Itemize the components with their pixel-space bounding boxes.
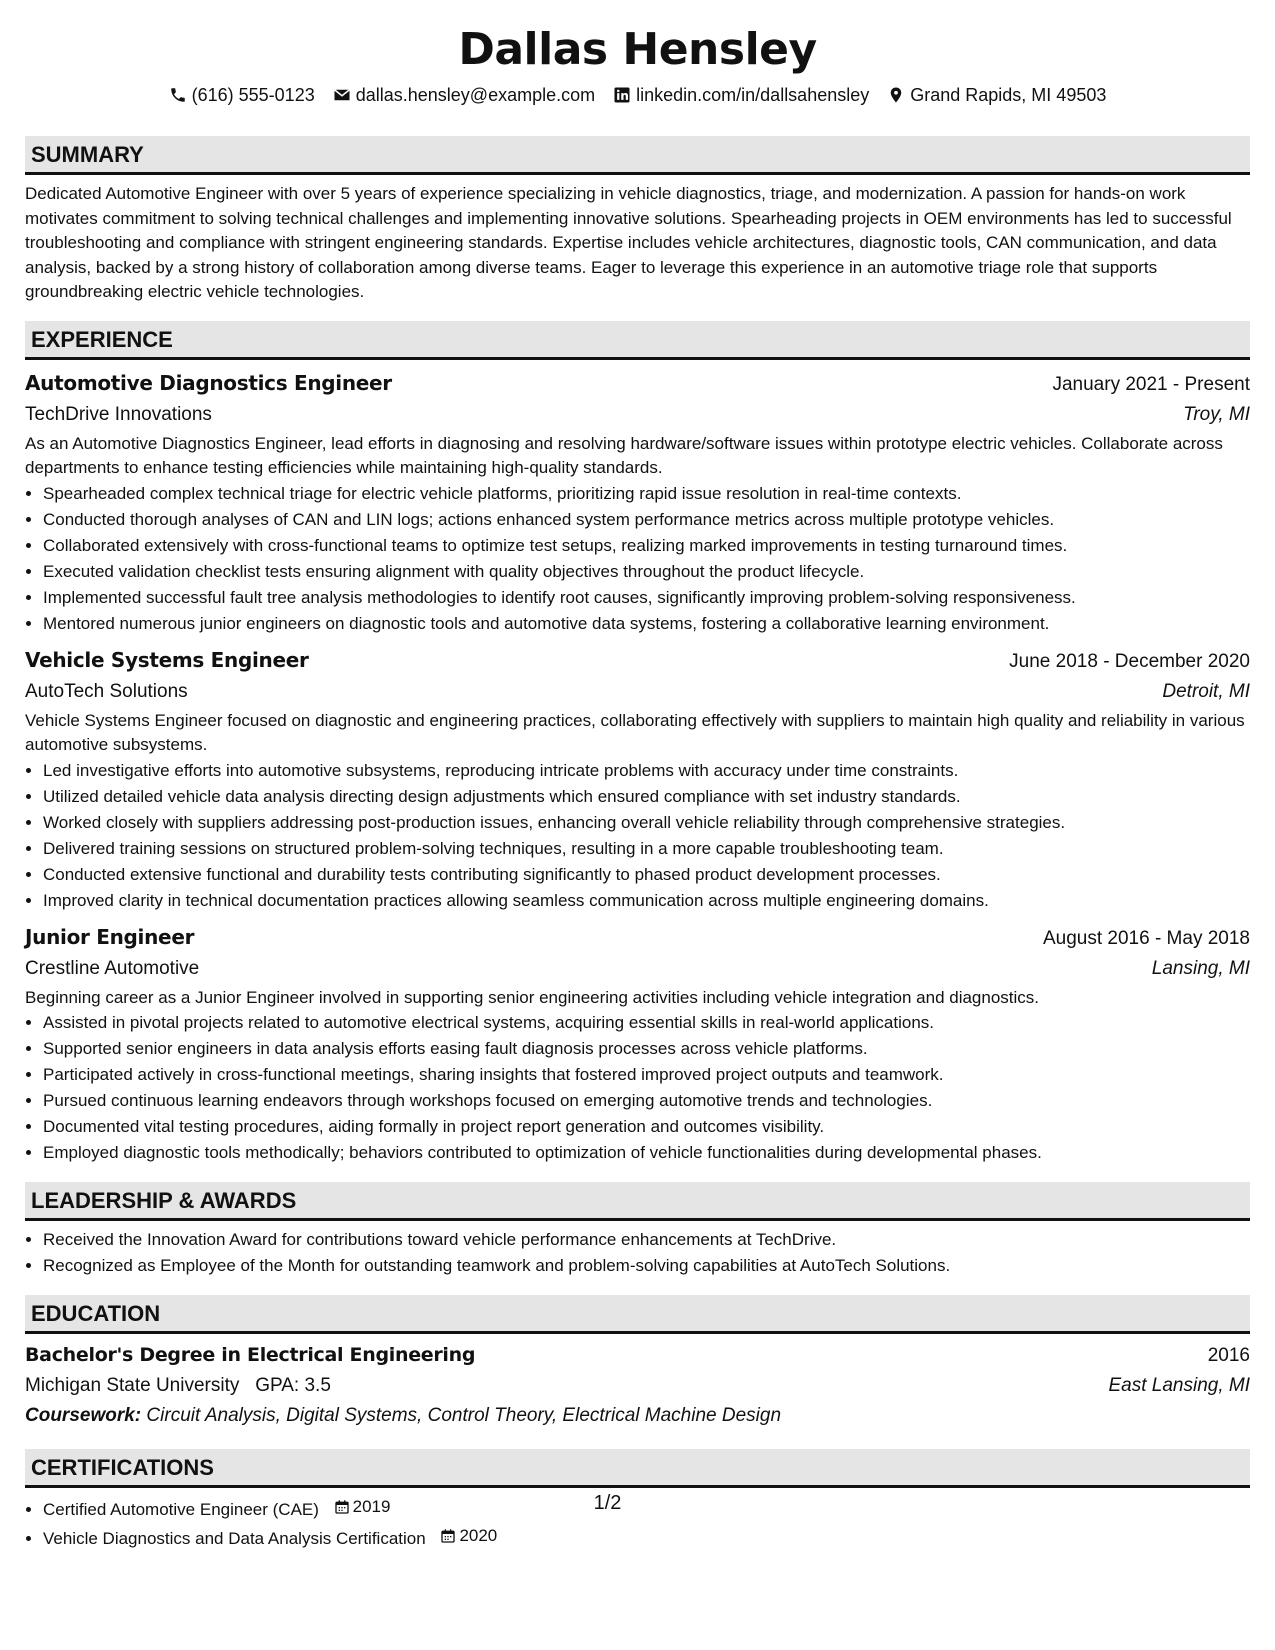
job-dates: August 2016 - May 2018 [1042, 927, 1250, 949]
school-name: Michigan State University [25, 1375, 240, 1396]
contact-location [887, 82, 1106, 108]
edu-title-row [25, 1340, 1250, 1371]
job-company: Crestline Automotive [25, 957, 200, 979]
job-bullets [25, 758, 1250, 914]
list-item: • Worked closely with suppliers addressing post-production issues, enhancing overall vehicle reliability through comprehensive strategies. [43, 810, 1250, 836]
list-item: • Delivered training sessions on structured problem-solving techniques, resulting in a more capable troubleshooting team. [43, 836, 1250, 862]
list-item: • Utilized detailed vehicle data analysis directing design adjustments which ensured compliance with set industry standards. [43, 784, 1250, 810]
degree-title: Bachelor's Degree in Electrical Engineering [25, 1344, 476, 1366]
job-title-row [25, 922, 1250, 954]
cert-year: 2019 [352, 1497, 391, 1516]
contact-phone [169, 82, 315, 108]
list-item: • Documented vital testing procedures, aiding formally in project report generation and outcomes visibility. [43, 1114, 1250, 1140]
job-bullets [25, 1010, 1250, 1166]
leadership-heading: LEADERSHIP & AWARDS [25, 1182, 1250, 1221]
experience-heading: EXPERIENCE [25, 321, 1250, 360]
list-item: • Employed diagnostic tools methodically; behaviors contributed to optimization of vehicle functionalities during developmental phases. [43, 1140, 1250, 1166]
job-description: Vehicle Systems Engineer focused on diagnostic and engineering practices, collaborating effectively with suppliers to maintain high quality and reliability in various automotive subsystems. [25, 710, 1245, 754]
edu-school-row [25, 1371, 1250, 1401]
job-company-row [25, 954, 1250, 984]
cert-year-group [440, 1523, 497, 1549]
page-number: 1/2 [593, 1492, 622, 1514]
job-title-row [25, 645, 1250, 677]
job-location: Lansing, MI [1151, 957, 1250, 979]
resume-page [25, 0, 1250, 1552]
envelope-icon [333, 86, 351, 104]
gpa: GPA: 3.5 [255, 1375, 331, 1396]
linkedin-icon [613, 86, 631, 104]
location-text: Grand Rapids, MI 49503 [910, 85, 1107, 105]
education-entry [25, 1340, 1250, 1431]
job-entry [25, 368, 1250, 637]
list-item: • Recognized as Employee of the Month for outstanding teamwork and problem-solving capabilities at AutoTech Solutions. [43, 1253, 1250, 1279]
list-item: • Assisted in pivotal projects related to automotive electrical systems, acquiring essential skills in real-world applications. [43, 1010, 1250, 1036]
job-dates: January 2021 - Present [1052, 373, 1250, 395]
summary-heading: SUMMARY [25, 136, 1250, 175]
job-location: Detroit, MI [1162, 680, 1250, 702]
job-entry [25, 645, 1250, 914]
list-item: • Participated actively in cross-functional meetings, sharing insights that fostered improved project outputs and teamwork. [43, 1062, 1250, 1088]
job-entry [25, 922, 1250, 1167]
coursework-label: Coursework: [25, 1405, 142, 1426]
job-company-row [25, 677, 1250, 707]
certifications-heading: CERTIFICATIONS [25, 1449, 1250, 1488]
list-item: • Implemented successful fault tree analysis methodologies to identify root causes, significantly improving problem-solving responsiveness. [43, 585, 1250, 611]
cert-year: 2020 [459, 1526, 498, 1545]
linkedin-text: linkedin.com/in/dallsahensley [636, 85, 870, 105]
list-item: • Led investigative efforts into automotive subsystems, reproducing intricate problems with accuracy under time constraints. [43, 758, 1250, 784]
degree-year: 2016 [1207, 1345, 1250, 1366]
list-item: • Executed validation checklist tests ensuring alignment with quality objectives throughout the product lifecycle. [43, 559, 1250, 585]
job-title: Junior Engineer [25, 924, 195, 949]
map-pin-icon [887, 86, 905, 104]
coursework-text: Circuit Analysis, Digital Systems, Control Theory, Electrical Machine Design [146, 1405, 782, 1426]
contact-bar [25, 82, 1250, 108]
list-item [43, 1523, 1250, 1552]
calendar-icon [440, 1528, 456, 1544]
cert-name: Vehicle Diagnostics and Data Analysis Certification [43, 1529, 426, 1548]
contact-linkedin[interactable] [613, 82, 869, 108]
summary-text: Dedicated Automotive Engineer with over 5 years of experience specializing in vehicle diagnostics, triage, and modernization. A passion for hands-on work motivates commitment to solving technical challenges and implementing innovative solutions. Spearheading projects in OEM environments has led to successful troubleshooting and compliance with stringent engineering standards. Expertise includes vehicle architectures, diagnostic tools, CAN communication, and data analysis, backed by a strong history of collaboration among diverse teams. Eager to leverage this experience in an automotive triage role that supports groundbreaking electric vehicle technologies. [25, 184, 1232, 301]
job-bullets [25, 481, 1250, 637]
list-item: • Collaborated extensively with cross-functional teams to optimize test setups, realizing marked improvements in testing turnaround times. [43, 533, 1250, 559]
email-text: dallas.hensley@example.com [355, 85, 596, 105]
job-description: As an Automotive Diagnostics Engineer, lead efforts in diagnosing and resolving hardware/software issues within prototype electric vehicles. Collaborate across departments to enhance testing efficiencies while maintaining high-quality standards. [25, 433, 1223, 477]
list-item: • Conducted thorough analyses of CAN and LIN logs; actions enhanced system performance metrics across multiple prototype vehicles. [43, 507, 1250, 533]
list-item: • Supported senior engineers in data analysis efforts easing fault diagnosis processes across vehicle platforms. [43, 1036, 1250, 1062]
list-item: • Conducted extensive functional and durability tests contributing significantly to phased product development processes. [43, 862, 1250, 888]
list-item: • Mentored numerous junior engineers on diagnostic tools and automotive data systems, fostering a collaborative learning environment. [43, 611, 1250, 637]
job-dates: June 2018 - December 2020 [1009, 650, 1250, 672]
job-company: AutoTech Solutions [25, 680, 188, 702]
phone-icon [169, 86, 187, 104]
job-company-row [25, 400, 1250, 430]
job-title-row [25, 368, 1250, 400]
contact-email[interactable] [333, 82, 595, 108]
job-title: Automotive Diagnostics Engineer [25, 370, 392, 395]
job-location: Troy, MI [1183, 403, 1250, 425]
job-description: Beginning career as a Junior Engineer involved in supporting senior engineering activities including vehicle integration and diagnostics. [25, 987, 1040, 1007]
candidate-name: Dallas Hensley [458, 24, 817, 75]
list-item: • Spearheaded complex technical triage for electric vehicle platforms, prioritizing rapid issue resolution in real-time contexts. [43, 481, 1250, 507]
coursework [25, 1401, 1250, 1431]
job-company: TechDrive Innovations [25, 403, 212, 425]
school-line [25, 1371, 331, 1401]
cert-name: Certified Automotive Engineer (CAE) [43, 1500, 319, 1519]
job-title: Vehicle Systems Engineer [25, 647, 309, 672]
school-location: East Lansing, MI [1108, 1375, 1250, 1396]
leadership-list [25, 1227, 1250, 1279]
phone-text: (616) 555-0123 [191, 85, 315, 105]
list-item: • Received the Innovation Award for contributions toward vehicle performance enhancements at TechDrive. [43, 1227, 1250, 1253]
list-item: • Pursued continuous learning endeavors through workshops focused on emerging automotive trends and technologies. [43, 1088, 1250, 1114]
education-heading: EDUCATION [25, 1295, 1250, 1334]
list-item: • Improved clarity in technical documentation practices allowing seamless communication across multiple engineering domains. [43, 888, 1250, 914]
